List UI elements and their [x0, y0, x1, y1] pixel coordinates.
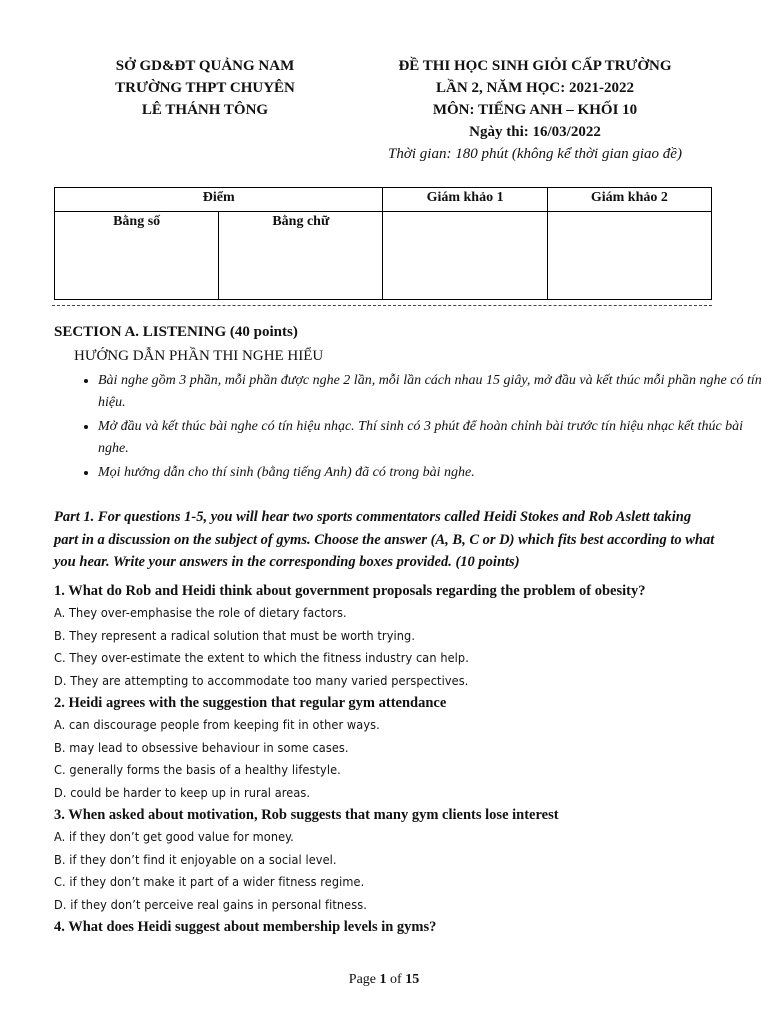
note-item: • Mở đầu và kết thúc bài nghe có tín hiệu nhạc. Thí sinh có 3 phút để hoàn chỉnh bài trước tín hiệu nhạc kết thúc bài nghe.	[98, 416, 766, 460]
score-table	[54, 187, 712, 300]
question-stem: 3. When asked about motivation, Rob suggests that many gym clients lose interest	[54, 807, 559, 824]
note-item: • Mọi hướng dẫn cho thí sinh (bằng tiếng Anh) đã có trong bài nghe.	[98, 462, 766, 484]
question-stem: 2. Heidi agrees with the suggestion that regular gym attendance	[54, 695, 447, 712]
answer-option: A. can discourage people from keeping fit in other ways.	[54, 717, 380, 733]
section-title: SECTION A. LISTENING (40 points)	[54, 324, 298, 340]
department-name: SỞ GD&ĐT QUẢNG NAM	[115, 58, 295, 74]
school-name: TRƯỜNG THPT CHUYÊN	[115, 80, 295, 96]
answer-option: B. They represent a radical solution that must be worth trying.	[54, 627, 416, 643]
answer-option: A. if they don’t get good value for money.	[54, 829, 294, 845]
examiner-1-header: Giám khảo 1	[383, 188, 547, 212]
examiner-1-cell	[383, 212, 547, 300]
score-by-number: Bằng số	[55, 212, 219, 300]
score-by-words: Bằng chữ	[219, 212, 383, 300]
question-stem: 4. What does Heidi suggest about membership levels in gyms?	[54, 919, 437, 936]
dashed-divider	[52, 305, 712, 306]
page-footer	[0, 972, 768, 988]
listening-guide-title: HƯỚNG DẪN PHẦN THI NGHE HIỂU	[74, 348, 324, 364]
listening-notes	[54, 370, 766, 486]
question-list	[54, 580, 718, 939]
exam-subject: MÔN: TIẾNG ANH – KHỐI 10	[432, 102, 638, 118]
footer-prefix: Page	[348, 972, 380, 987]
answer-option: D. could be harder to keep up in rural areas.	[54, 784, 311, 800]
examiner-2-header: Giám khảo 2	[547, 188, 711, 212]
answer-option: B. if they don’t find it enjoyable on a social level.	[54, 851, 337, 867]
answer-option: C. if they don’t make it part of a wider fitness regime.	[54, 874, 365, 890]
exam-duration: Thời gian: 180 phút (không kể thời gian giao đề)	[388, 146, 682, 162]
question-stem: 1. What do Rob and Heidi think about government proposals regarding the problem of obesity?	[54, 583, 646, 599]
note-item: • Bài nghe gồm 3 phần, mỗi phần được nghe 2 lần, mỗi lần cách nhau 15 giây, mở đầu và kết thúc mỗi phần nghe có tín hiệu.	[98, 370, 766, 414]
page-number: 1	[379, 972, 387, 987]
examiner-2-cell	[547, 212, 711, 300]
page-total: 15	[405, 972, 420, 987]
answer-option: C. They over-estimate the extent to which the fitness industry can help.	[54, 650, 469, 666]
footer-of: of	[386, 972, 406, 987]
exam-date: Ngày thi: 16/03/2022	[469, 124, 601, 140]
answer-option: C. generally forms the basis of a healthy lifestyle.	[54, 762, 341, 778]
answer-option: D. if they don’t perceive real gains in personal fitness.	[54, 896, 367, 912]
part-1-instructions: Part 1. For questions 1-5, you will hear two sports commentators called Heidi Stokes and Rob Aslett taking part in a discussion on the subject of gyms. Choose the answer (A, B, C or D) which fits best according to what you hear. Write your answers in the corresponding boxes provided. (10 points)	[54, 509, 715, 570]
answer-option: A. They over-emphasise the role of dietary factors.	[54, 605, 347, 621]
school-header	[80, 55, 330, 121]
answer-option: B. may lead to obsessive behaviour in some cases.	[54, 739, 349, 755]
score-header: Điểm	[55, 188, 383, 212]
exam-title: ĐỀ THI HỌC SINH GIỎI CẤP TRƯỜNG	[398, 58, 672, 74]
school-name-2: LÊ THÁNH TÔNG	[141, 102, 269, 118]
exam-header	[360, 55, 710, 165]
answer-option: D. They are attempting to accommodate too many varied perspectives.	[54, 672, 469, 688]
exam-round: LẦN 2, NĂM HỌC: 2021-2022	[436, 80, 634, 96]
